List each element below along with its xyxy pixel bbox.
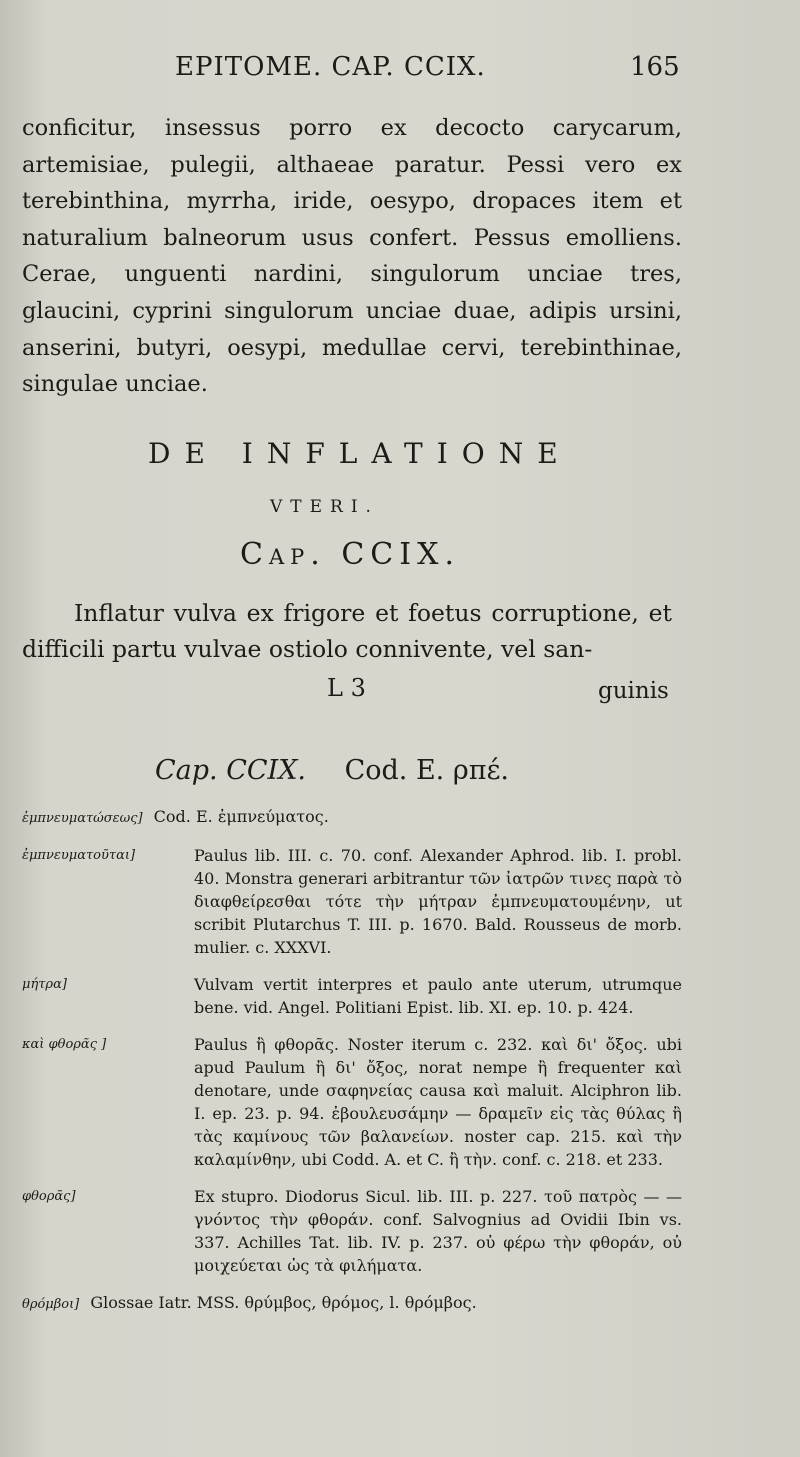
note-text: Ex stupro. Diodorus Sicul. lib. III. p. 227. τοῦ πατρὸς — — γνόντος τὴν φθοράν. conf. Salvognius ad Ovidii Ibin vs. 337. Achilles Tat. lib. IV. p. 237. οὐ φέρω τὴν φθοράν, οὐ μοιχεύεται ὡς τὰ φιλήματα.: [194, 1187, 682, 1275]
page-header: [0, 48, 800, 88]
note-lemma: μήτρα]: [22, 977, 67, 992]
note-lemma: ἐμπνευματώσεως]: [22, 811, 143, 826]
catchword: guinis: [598, 678, 669, 704]
running-title: EPITOME. CAP. CCIX.: [175, 52, 486, 82]
note-lemma: καὶ φθορᾶς ]: [22, 1037, 107, 1052]
notes-header: [155, 755, 509, 786]
note-text: Vulvam vertit interpres et paulo ante uterum, utrumque bene. vid. Angel. Politiani Epist. lib. XI. ep. 10. p. 424.: [194, 975, 682, 1017]
section-subtitle: VTERI.: [270, 497, 379, 517]
note-lemma: θρόμβοι]: [22, 1297, 80, 1312]
section-title: DE INFLATIONE: [148, 437, 572, 470]
notes-header-cod: Cod. E. ρπέ.: [344, 755, 510, 786]
notes-header-cap: Cap. CCIX.: [155, 755, 306, 786]
chapter-paragraph: Inflatur vulva ex frigore et foetus corruptione, et difficili partu vulvae ostiolo connivente, vel san-: [22, 599, 672, 663]
note-text: Cod. E. ἐμπνεύματος.: [153, 807, 329, 826]
note-item: [22, 1291, 682, 1316]
note-text: Paulus ἢ φθορᾶς. Noster iterum c. 232. καὶ δι' ὄξος. ubi apud Paulum ἢ δι' ὄξος, norat nempe ἢ frequenter καὶ denotare, unde σαφηνείας causa καὶ maluit. Alciphron lib. I. ep. 23. p. 94. ἐβουλευσάμην — δραμεῖν εἰς τὰς θύλας ἢ τὰς καμίνους τῶν βαλανείων. noster cap. 215. καὶ τὴν καλαμίνθην, ubi Codd. A. et C. ἢ τὴν. conf. c. 218. et 233.: [194, 1035, 682, 1169]
signature-mark: L 3: [327, 674, 366, 702]
notes-list: [22, 805, 682, 1330]
note-item: [22, 805, 682, 830]
note-text: Paulus lib. III. c. 70. conf. Alexander Aphrod. lib. I. probl. 40. Monstra generari arbitrantur τῶν ἰατρῶν τινες παρὰ τὸ διαφθείρεσθαι τότε τὴν μήτραν ἐμπνευματουμένην, ut scribit Plutarchus T. III. p. 1670. Bald. Rousseus de morb. mulier. c. XXXVI.: [194, 846, 682, 957]
note-lemma: φθορᾶς]: [22, 1189, 76, 1204]
body-paragraph: conficitur, insessus porro ex decocto carycarum, artemisiae, pulegii, althaeae paratur. Pessi vero ex terebinthina, myrrha, iride, oesypo, dropaces item et naturalium balneorum usus confert. Pessus emolliens. Cerae, unguenti nardini, singulorum unciae tres, glaucini, cyprini singulorum unciae duae, adipis ursini, anserini, butyri, oesypi, medullae cervi, terebinthinae, singulae unciae.: [22, 115, 682, 398]
note-text: Glossae Iatr. MSS. θρύμβος, θρόμος, l. θρόμβος.: [90, 1293, 477, 1312]
page-number: 165: [630, 52, 680, 82]
note-lemma: ἐμπνευματοῦται]: [22, 848, 136, 863]
note-item: [22, 1033, 682, 1171]
note-item: [22, 1185, 682, 1277]
note-item: [22, 844, 682, 959]
note-item: [22, 973, 682, 1019]
chapter-title: Cap. CCIX.: [240, 537, 460, 572]
